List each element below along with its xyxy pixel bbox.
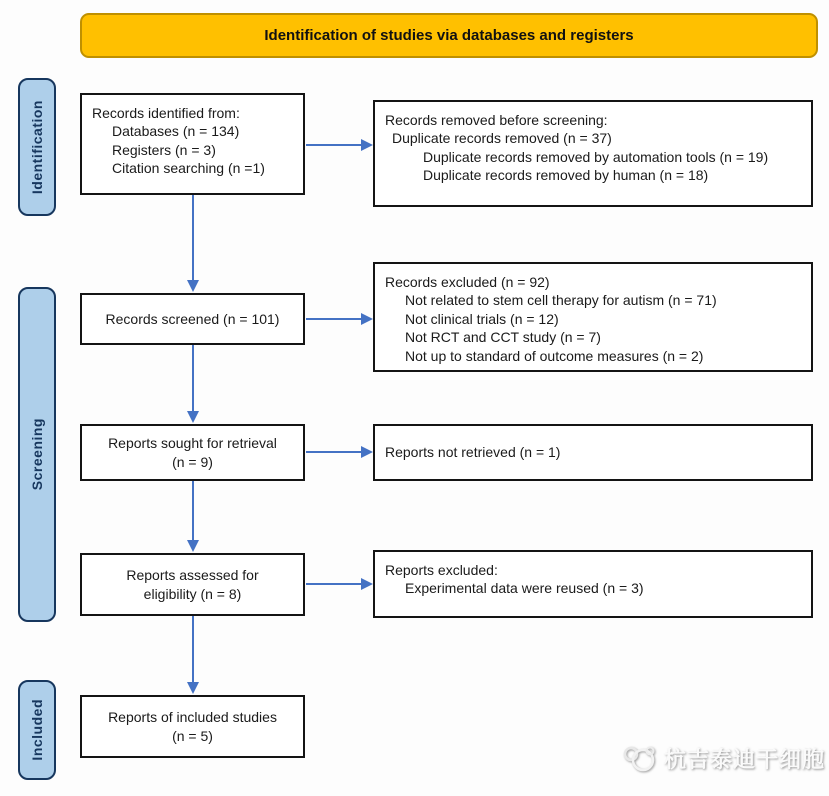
box-reports-assessed [80, 553, 305, 616]
stage-screening [18, 287, 56, 622]
records-removed-heading: Records removed before screening: [385, 112, 608, 128]
box-records-identified [80, 93, 305, 195]
reports-assessed-line1: Reports assessed for [126, 567, 259, 584]
banner-identification-via-databases [80, 13, 818, 58]
stage-included [18, 680, 56, 780]
stage-identification [18, 78, 56, 216]
watermark-text: 杭吉泰迪干细胞 [664, 746, 826, 772]
arrow-assessed-to-included [192, 616, 194, 683]
watermark [622, 742, 825, 774]
reports-sought-line2: (n = 9) [172, 453, 213, 470]
reports-excluded-reused: Experimental data were reused (n = 3) [405, 580, 644, 597]
box-records-excluded [373, 262, 813, 372]
stage-identification-label: Identification [29, 99, 45, 195]
records-identified-databases: Databases (n = 134) [112, 123, 240, 140]
records-identified-citation: Citation searching (n =1) [112, 160, 265, 177]
records-screened-text: Records screened (n = 101) [105, 310, 280, 327]
box-reports-included [80, 695, 305, 758]
box-reports-excluded [373, 550, 813, 618]
arrow-screened-to-excluded [306, 318, 362, 320]
stage-screening-label: Screening [29, 418, 45, 491]
arrow-identified-to-screened [192, 195, 194, 281]
records-excluded-notrct: Not RCT and CCT study (n = 7) [405, 329, 601, 346]
records-identified-registers: Registers (n = 3) [112, 141, 216, 158]
records-excluded-notstandard: Not up to standard of outcome measures (n = 2) [405, 347, 704, 364]
arrow-sought-to-notretrieved [306, 451, 362, 453]
teddy-bear-logo-icon [622, 742, 658, 774]
stage-included-label: Included [29, 699, 45, 761]
reports-included-line2: (n = 5) [172, 727, 213, 744]
reports-sought-line1: Reports sought for retrieval [108, 435, 277, 452]
arrow-assessed-to-excluded [306, 583, 362, 585]
arrow-screened-to-sought [192, 345, 194, 412]
reports-included-line1: Reports of included studies [108, 709, 277, 726]
records-identified-heading: Records identified from: [92, 105, 240, 121]
banner-title: Identification of studies via databases and registers [264, 27, 634, 44]
arrow-identified-to-removed [306, 144, 362, 146]
box-records-removed [373, 100, 813, 207]
records-removed-duplicates: Duplicate records removed (n = 37) [392, 130, 612, 147]
reports-not-retrieved-text: Reports not retrieved (n = 1) [385, 444, 561, 461]
records-removed-automation: Duplicate records removed by automation tools (n = 19) [423, 148, 769, 165]
reports-assessed-line2: eligibility (n = 8) [143, 585, 242, 602]
records-excluded-notrelated: Not related to stem cell therapy for autism (n = 71) [405, 292, 717, 309]
box-reports-not-retrieved [373, 424, 813, 481]
records-excluded-heading: Records excluded (n = 92) [385, 274, 550, 290]
box-reports-sought [80, 424, 305, 481]
reports-excluded-heading: Reports excluded: [385, 562, 498, 578]
box-records-screened [80, 293, 305, 345]
records-removed-human: Duplicate records removed by human (n = 18) [423, 167, 709, 184]
arrow-sought-to-assessed [192, 481, 194, 541]
records-excluded-notclinical: Not clinical trials (n = 12) [405, 310, 559, 327]
